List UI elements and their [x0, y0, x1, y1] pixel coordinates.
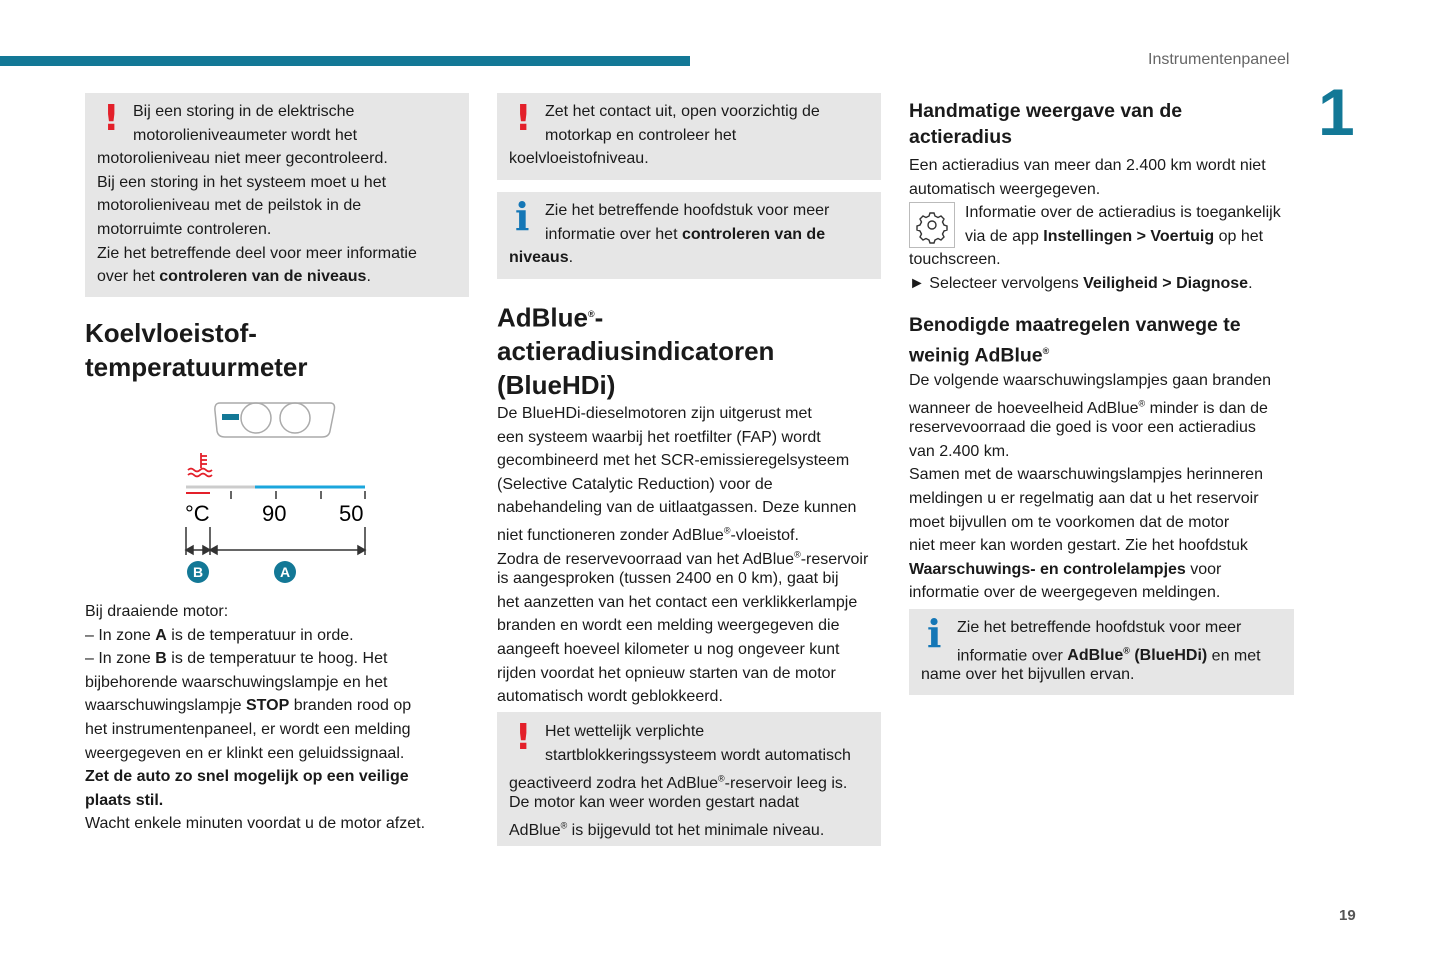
warning-text [97, 100, 417, 289]
text-line [909, 534, 1271, 558]
info-icon: i [927, 611, 942, 656]
text-line [509, 720, 851, 744]
text-line [909, 440, 1271, 464]
text-segment: reservevoorraad die goed is voor een actieradius [909, 419, 1256, 437]
text-line [509, 246, 829, 270]
text-line [909, 369, 1271, 393]
body-text [909, 154, 1281, 296]
text-line [497, 638, 868, 662]
text-line [85, 671, 425, 695]
warning-text [509, 100, 820, 171]
text-line [497, 614, 868, 638]
text-segment: is de temperatuur te hoog. Het [166, 650, 388, 668]
text-line [85, 765, 425, 789]
text-line [85, 742, 425, 766]
text-line [85, 718, 425, 742]
text-line [97, 147, 417, 171]
text-segment: is aangesproken (tussen 2400 en 0 km), gaat bij [497, 570, 839, 588]
text-segment: via de app [965, 227, 1044, 245]
text-segment: het aanzetten van het contact een verklikkerlampje [497, 593, 858, 611]
page-number: 19 [1339, 907, 1356, 924]
bold-text: controleren van de [681, 225, 826, 243]
text-line [909, 511, 1271, 535]
gauge-marker [222, 414, 239, 420]
temperature-gauge-illustration [180, 395, 380, 590]
bold-text: Instellingen > Voertuig [1043, 227, 1215, 245]
text-segment: motorolieniveau niet meer gecontroleerd. [97, 150, 388, 168]
text-segment: bijbehorende waarschuwingslampje en het [85, 673, 388, 691]
warning-icon: ! [515, 98, 532, 139]
text-line [921, 640, 1261, 664]
text-segment: De motor kan weer worden gestart nadat [509, 793, 799, 811]
text-segment: ► Selecteer vervolgens [909, 274, 1084, 292]
text-line [909, 248, 1281, 272]
text-line [909, 558, 1271, 582]
text-line [497, 544, 868, 568]
text-segment: van 2.400 km. [909, 442, 1010, 460]
heading-line: actieradiusindicatoren [497, 336, 775, 367]
text-segment: gecombineerd met het SCR-emissieregelsysteem [497, 452, 850, 470]
text-segment: koelvloeistofniveau. [509, 150, 649, 168]
bold-text: Waarschuwings- en controlelampjes [909, 560, 1186, 578]
text-line [85, 600, 425, 624]
text-segment: . [568, 249, 574, 267]
heading-line: Koelvloeistof- [85, 318, 257, 348]
text-segment: op het [1214, 227, 1264, 245]
text-segment: niet meer kan worden gestart. Zie het hoofdstuk [909, 537, 1248, 555]
text-segment: AdBlue® is bijgevuld tot het minimale niveau. [509, 820, 825, 839]
text-line [97, 265, 417, 289]
text-segment: Samen met de waarschuwingslampjes herinneren [909, 466, 1263, 484]
text-line [509, 791, 851, 815]
text-line [909, 154, 1281, 178]
text-line [509, 767, 851, 791]
text-line [909, 581, 1271, 605]
text-segment: informatie over [957, 646, 1068, 664]
text-segment: Zet het contact uit, open voorzichtig de [545, 103, 820, 120]
heading-line: Benodigde maatregelen vanwege te [909, 314, 1241, 336]
text-line [921, 663, 1261, 687]
text-segment: rijden voordat het opnieuw starten van de motor [497, 664, 836, 682]
body-text [909, 369, 1271, 605]
unit-label: °C [185, 501, 210, 526]
info-text [921, 616, 1261, 687]
text-line [497, 591, 868, 615]
text-line [97, 218, 417, 242]
bold-text: Zet de auto zo snel mogelijk op een veilige [85, 768, 409, 786]
heading-line: temperatuurmeter [85, 351, 308, 382]
text-segment: branden en wordt een melding weergegeven die [497, 617, 840, 635]
text-segment: meldingen u er regelmatig aan dat u het reservoir [909, 489, 1259, 507]
text-segment: Wacht enkele minuten voordat u de motor afzet. [85, 815, 426, 833]
bold-text: AdBlue® (BlueHDi) [1067, 645, 1208, 664]
text-segment: . [366, 268, 371, 286]
tick-label-50: 50 [339, 501, 364, 526]
text-segment: Bij een storing in het systeem moet u het [97, 173, 387, 191]
text-segment: motorolieniveau met de peilstok in de [97, 197, 362, 215]
text-line [909, 416, 1271, 440]
text-segment: Een actieradius van meer dan 2.400 km wordt niet [909, 157, 1266, 174]
text-line [497, 567, 868, 591]
text-line [497, 685, 868, 709]
info-text [509, 199, 829, 270]
bold-text: niveaus [509, 249, 569, 267]
text-segment: Zie het betreffende hoofdstuk voor meer [957, 619, 1242, 636]
text-line [85, 812, 425, 836]
text-line [85, 624, 425, 648]
text-segment: geactiveerd zodra het AdBlue®-reservoir leeg is. [509, 773, 848, 792]
text-line [85, 647, 425, 671]
warning-icon: ! [515, 717, 532, 758]
tick-label-90: 90 [262, 501, 287, 526]
text-segment: informatie over de weergegeven meldingen. [909, 584, 1221, 602]
text-segment: informatie over het [545, 225, 682, 243]
text-segment: – In zone [85, 626, 156, 644]
warning-text [509, 720, 851, 838]
text-segment: Zie het betreffende hoofdstuk voor meer [545, 202, 830, 219]
text-segment: De volgende waarschuwingslampjes gaan branden [909, 372, 1272, 389]
settings-gear-icon [909, 202, 955, 248]
text-segment: automatisch weergegeven. [909, 180, 1101, 198]
text-line [909, 272, 1281, 296]
text-segment: waarschuwingslampje [85, 697, 246, 715]
text-line [497, 402, 868, 426]
text-segment: Zie het betreffende deel voor meer informatie [97, 244, 417, 262]
text-segment: name over het bijvullen ervan. [921, 666, 1135, 684]
text-segment: motorruimte controleren. [97, 220, 272, 238]
body-text [85, 600, 425, 836]
zone-b-label: B [192, 564, 204, 580]
text-segment: Zodra de reservevoorraad van het AdBlue®-reservoir [497, 549, 869, 568]
text-line [909, 393, 1271, 417]
heading-line: Handmatige weergave van de [909, 100, 1183, 122]
text-segment: (Selective Catalytic Reduction) voor de [497, 475, 773, 493]
text-line [497, 520, 868, 544]
text-segment: een systeem waarbij het roetfilter (FAP) wordt [497, 428, 821, 446]
text-segment: niet functioneren zonder AdBlue®-vloeistof. [497, 525, 799, 545]
text-line [509, 814, 851, 838]
text-line [509, 223, 829, 247]
bold-text: A [155, 626, 167, 644]
text-segment: nabehandeling van de uitlaatgassen. Deze kunnen [497, 499, 857, 517]
text-segment: is de temperatuur in orde. [166, 626, 354, 644]
text-segment: Informatie over de actieradius is toegankelijk [965, 204, 1281, 222]
bold-text: controleren van de niveaus [159, 268, 367, 286]
section-heading [85, 317, 308, 384]
text-line [509, 100, 820, 124]
bold-text: plaats stil. [85, 791, 164, 809]
scale-ticks [231, 491, 365, 499]
text-segment: De BlueHDi-dieselmotoren zijn uitgerust met [497, 405, 812, 422]
text-line [497, 496, 868, 520]
text-line [509, 124, 820, 148]
bold-text: B [155, 650, 167, 668]
coolant-temperature-icon [188, 453, 212, 477]
text-line [509, 199, 829, 223]
bold-text: STOP [245, 697, 290, 715]
info-icon: i [515, 194, 530, 239]
text-line [497, 426, 868, 450]
section-title: Instrumentenpaneel [1148, 51, 1290, 68]
text-line [497, 473, 868, 497]
text-line [909, 225, 1281, 249]
text-line [909, 463, 1271, 487]
text-segment: automatisch wordt geblokkeerd. [497, 688, 723, 706]
dial-left [241, 403, 271, 433]
text-line [909, 487, 1271, 511]
text-segment: moet bijvullen om te voorkomen dat de motor [909, 513, 1230, 531]
text-segment: Het wettelijk verplichte [545, 723, 705, 740]
heading-line: AdBlue®- [497, 302, 604, 333]
text-line [85, 789, 425, 813]
text-line [97, 242, 417, 266]
body-text [497, 402, 868, 709]
text-segment: startblokkeringssysteem wordt automatisch [545, 746, 851, 764]
text-segment: . [1248, 274, 1253, 292]
text-segment: en met [1207, 646, 1261, 664]
text-segment: weergegeven en er klinkt een geluidssignaal. [85, 744, 405, 762]
text-line [909, 201, 1281, 225]
text-line [97, 194, 417, 218]
text-line [97, 171, 417, 195]
text-line [921, 616, 1261, 640]
heading-line: weinig AdBlue® [909, 344, 1050, 367]
text-segment: voor [1185, 560, 1222, 578]
text-line [509, 744, 851, 768]
zone-a-label: A [279, 564, 291, 580]
text-line [97, 100, 417, 124]
text-segment: het instrumentenpaneel, er wordt een melding [85, 720, 411, 738]
text-line [497, 449, 868, 473]
zone-arrows [186, 527, 365, 555]
text-segment: branden rood op [289, 697, 412, 715]
chapter-number: 1 [1318, 75, 1355, 149]
text-line [509, 147, 820, 171]
subsection-heading [909, 312, 1241, 369]
text-segment: aangeeft hoeveel kilometer u nog ongeveer kunt [497, 640, 840, 658]
warning-icon: ! [103, 98, 120, 139]
section-heading [497, 298, 774, 402]
text-line [85, 694, 425, 718]
text-line [909, 178, 1281, 202]
bold-text: Veiligheid > Diagnose [1083, 274, 1249, 292]
text-segment: Bij draaiende motor: [85, 603, 229, 620]
heading-line: actieradius [909, 126, 1012, 148]
header-bar [0, 56, 690, 66]
text-line [97, 124, 417, 148]
text-segment: motorolieniveaumeter wordt het [133, 126, 358, 144]
dial-right [280, 403, 310, 433]
text-segment: touchscreen. [909, 251, 1001, 269]
text-segment: over het [97, 268, 160, 286]
text-segment: wanneer de hoeveelheid AdBlue® minder is dan de [909, 398, 1268, 417]
text-segment: Bij een storing in de elektrische [133, 103, 355, 120]
subsection-heading [909, 98, 1182, 150]
heading-line: (BlueHDi) [497, 369, 616, 400]
text-segment: motorkap en controleer het [545, 126, 737, 144]
text-segment: – In zone [85, 650, 156, 668]
text-line [497, 662, 868, 686]
